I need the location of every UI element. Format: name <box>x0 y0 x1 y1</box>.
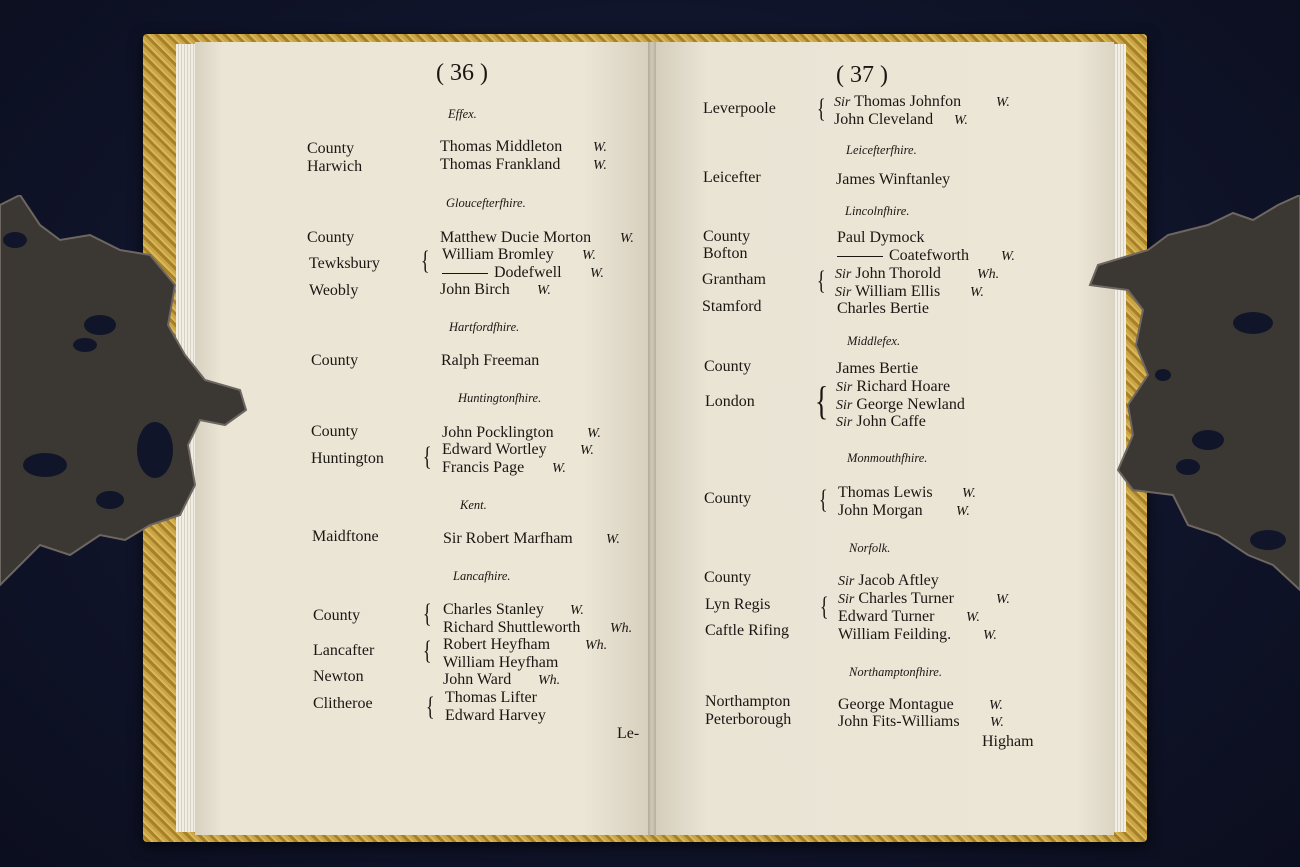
member-name: Edward Harvey <box>445 707 546 724</box>
place-name: Stamford <box>702 298 762 315</box>
page-number-37: ( 37 ) <box>836 62 888 88</box>
member-name: Thomas Middleton <box>440 138 563 155</box>
party-mark: W. <box>983 628 997 643</box>
member-surname: Dodefwell <box>494 264 562 281</box>
place-name: Newton <box>313 668 364 685</box>
party-mark: W. <box>620 231 634 246</box>
title-prefix: Sir <box>838 592 855 607</box>
brace-mark: { <box>814 378 829 423</box>
member-name: James Winftanley <box>836 171 951 188</box>
party-mark: Wh. <box>977 267 1000 282</box>
place-name: Lyn Regis <box>705 596 771 613</box>
county-heading: Norfolk. <box>849 541 891 555</box>
member-name: John Morgan <box>838 502 923 519</box>
brace-mark: { <box>422 599 432 628</box>
member-name <box>836 413 926 432</box>
place-name: Caftle Rifing <box>705 622 789 639</box>
right-clasp-icon <box>1088 195 1300 605</box>
brace-mark: { <box>422 442 432 471</box>
dash-rule <box>442 273 488 274</box>
place-name: Clitheroe <box>313 695 373 712</box>
member-name <box>442 264 562 282</box>
party-mark: W. <box>990 715 1004 730</box>
brace-mark: { <box>816 94 826 123</box>
party-mark: Wh. <box>610 621 633 636</box>
member-name: Thomas Frankland <box>440 156 561 173</box>
place-name: County <box>307 140 355 157</box>
member-name <box>837 247 969 265</box>
party-mark: Wh. <box>585 638 608 653</box>
brace-mark: { <box>420 246 430 275</box>
county-heading: Effex. <box>448 107 477 121</box>
left-page <box>195 42 652 835</box>
member-name: James Bertie <box>836 360 919 377</box>
party-mark: W. <box>593 158 607 173</box>
party-mark: W. <box>537 283 551 298</box>
member-surname: Charles Turner <box>858 590 954 607</box>
party-mark: W. <box>989 698 1003 713</box>
place-name: County <box>704 569 752 586</box>
place-name: Harwich <box>307 158 363 175</box>
party-mark: W. <box>970 285 984 300</box>
member-name <box>836 378 950 397</box>
party-mark: Wh. <box>538 673 561 688</box>
place-name: Northampton <box>705 693 791 710</box>
brace-mark: { <box>816 266 826 295</box>
member-name: Edward Wortley <box>442 441 547 458</box>
member-name <box>834 93 961 112</box>
member-name: Francis Page <box>442 459 525 476</box>
brace-mark: { <box>425 692 435 721</box>
county-heading: Leicefterfhire. <box>846 143 917 157</box>
member-name: William Heyfham <box>443 654 559 671</box>
place-name: County <box>311 352 359 369</box>
member-name: Charles Stanley <box>443 601 544 618</box>
county-heading: Middlefex. <box>847 334 901 348</box>
party-mark: W. <box>966 610 980 625</box>
member-name: Ralph Freeman <box>441 352 540 369</box>
catchword: Le- <box>617 725 640 742</box>
place-name: Huntington <box>311 450 384 467</box>
member-name: Matthew Ducie Morton <box>440 229 592 246</box>
place-name: London <box>705 393 755 410</box>
member-name <box>838 572 939 591</box>
place-name: Leverpoole <box>703 100 776 117</box>
member-name: Edward Turner <box>838 608 935 625</box>
place-name: Maidftone <box>312 528 379 545</box>
title-prefix: Sir <box>835 285 852 300</box>
party-mark: W. <box>606 532 620 547</box>
party-mark: W. <box>956 504 970 519</box>
title-prefix: Sir <box>836 380 853 395</box>
party-mark: W. <box>996 592 1010 607</box>
party-mark: W. <box>962 486 976 501</box>
party-mark: W. <box>954 113 968 128</box>
place-name: County <box>703 228 751 245</box>
brace-mark: { <box>422 636 432 665</box>
member-surname: Richard Hoare <box>856 378 951 395</box>
member-name: William Feilding. <box>838 626 952 643</box>
left-clasp-icon <box>0 195 250 595</box>
member-name: John Cleveland <box>834 111 934 128</box>
member-name: Sir Robert Marfham <box>443 530 573 547</box>
county-heading: Hartfordfhire. <box>449 320 520 334</box>
party-mark: W. <box>570 603 584 618</box>
member-name: John Pocklington <box>442 424 554 441</box>
party-mark: W. <box>593 140 607 155</box>
member-surname: George Newland <box>856 396 965 413</box>
county-heading: Lincolnfhire. <box>845 204 910 218</box>
member-name: John Ward <box>443 671 512 688</box>
county-heading: Monmouthfhire. <box>847 451 928 465</box>
place-name: Tewksbury <box>309 255 380 272</box>
member-surname: Coatefworth <box>889 247 969 264</box>
place-name: County <box>704 358 752 375</box>
place-name: Bofton <box>703 245 748 262</box>
place-name: Grantham <box>702 271 766 288</box>
member-name <box>838 590 954 609</box>
party-mark: W. <box>587 426 601 441</box>
county-heading: Huntingtonfhire. <box>458 391 542 405</box>
party-mark: W. <box>582 248 596 263</box>
title-prefix: Sir <box>834 95 851 110</box>
catchword: Higham <box>982 733 1034 750</box>
member-surname: John Caffe <box>856 413 926 430</box>
member-surname: John Thorold <box>855 265 941 282</box>
place-name: County <box>311 423 359 440</box>
county-heading: Lancafhire. <box>453 569 511 583</box>
member-name: Paul Dymock <box>837 229 925 246</box>
member-name: William Bromley <box>442 246 554 263</box>
place-name: Lancafter <box>313 642 375 659</box>
party-mark: W. <box>552 461 566 476</box>
member-name <box>835 265 941 284</box>
place-name: County <box>704 490 752 507</box>
party-mark: W. <box>996 95 1010 110</box>
member-surname: Thomas Johnfon <box>854 93 962 110</box>
place-name: Leicefter <box>703 169 761 186</box>
party-mark: W. <box>1001 249 1015 264</box>
place-name: Peterborough <box>705 711 792 728</box>
member-surname: Jacob Aftley <box>858 572 939 589</box>
county-heading: Gloucefterfhire. <box>446 196 526 210</box>
title-prefix: Sir <box>835 267 852 282</box>
member-surname: William Ellis <box>855 283 941 300</box>
place-name: County <box>307 229 355 246</box>
member-name: John Fits-Williams <box>838 713 960 730</box>
member-name: Thomas Lifter <box>445 689 537 706</box>
title-prefix: Sir <box>838 574 855 589</box>
book-gutter <box>648 42 656 835</box>
brace-mark: { <box>819 592 829 621</box>
party-mark: W. <box>580 443 594 458</box>
county-heading: Kent. <box>460 498 487 512</box>
brace-mark: { <box>818 485 828 514</box>
title-prefix: Sir <box>836 398 853 413</box>
page-number-36: ( 36 ) <box>436 60 488 86</box>
title-prefix: Sir <box>836 415 853 430</box>
member-name: George Montague <box>838 696 954 713</box>
member-name: Thomas Lewis <box>838 484 933 501</box>
place-name: Weobly <box>309 282 359 299</box>
member-name: Charles Bertie <box>837 300 929 317</box>
county-heading: Northamptonfhire. <box>849 665 942 679</box>
member-name: Robert Heyfham <box>443 636 551 653</box>
place-name: County <box>313 607 361 624</box>
party-mark: W. <box>590 266 604 281</box>
member-name: John Birch <box>440 281 510 298</box>
dash-rule <box>837 256 883 257</box>
member-name: Richard Shuttleworth <box>443 619 581 636</box>
